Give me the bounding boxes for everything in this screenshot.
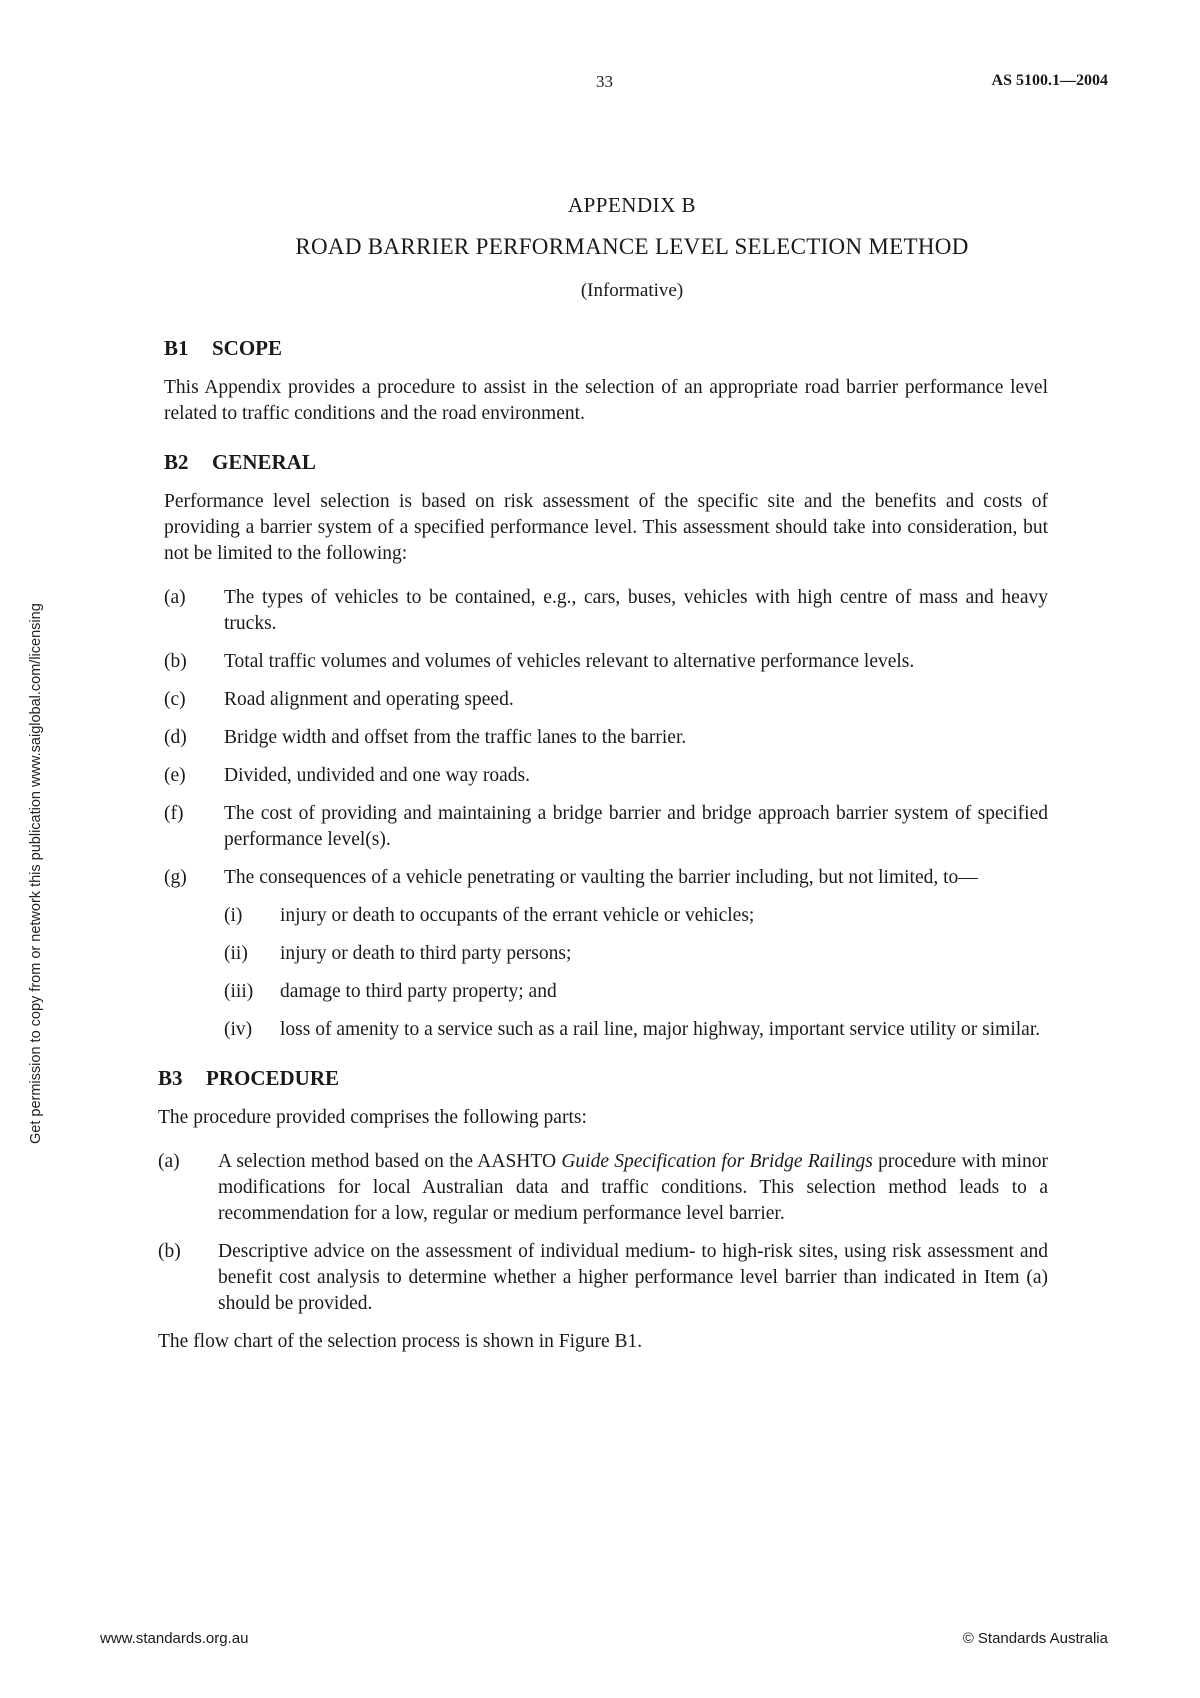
sublist-item-text: loss of amenity to a service such as a rail line, major highway, important service utility or similar. (280, 1019, 1041, 1040)
list-item-text: The types of vehicles to be contained, e.g., cars, buses, vehicles with high centre of mass and heavy trucks. (224, 587, 1048, 634)
sublist-item-text: damage to third party property; and (280, 981, 557, 1002)
list-marker: (d) (164, 727, 187, 748)
list-item (164, 865, 1048, 1043)
list-item (164, 801, 1048, 853)
procedure-list (158, 1149, 1048, 1317)
section-b2 (164, 449, 1048, 1043)
general-list (164, 585, 1048, 1043)
list-item-text: A selection method based on the AASHTO (218, 1151, 562, 1172)
sublist-marker: (iv) (224, 1019, 253, 1040)
procedure-intro-paragraph: The procedure provided comprises the following parts: (158, 1107, 587, 1128)
sublist-item (224, 903, 1048, 929)
sublist-item-text: injury or death to occupants of the errant vehicle or vehicles; (280, 905, 755, 926)
section-title: PROCEDURE (206, 1066, 340, 1090)
sublist-marker: (iii) (224, 981, 254, 1002)
list-marker: (b) (164, 651, 187, 672)
sublist-marker: (i) (224, 905, 243, 926)
sublist-item (224, 979, 1048, 1005)
section-number: B3 (158, 1066, 183, 1090)
sublist-marker: (ii) (224, 943, 248, 964)
sublist-item-text: injury or death to third party persons; (280, 943, 572, 964)
list-marker: (a) (164, 587, 186, 608)
permission-side-note: Get permission to copy from or network this publication www.saiglobal.com/licensing (28, 603, 44, 1144)
list-item (164, 763, 1048, 789)
list-item-text: Road alignment and operating speed. (224, 689, 514, 710)
section-b3 (158, 1065, 1048, 1355)
appendix-label: APPENDIX B (567, 193, 697, 217)
list-item-text: Descriptive advice on the assessment of individual medium- to high-risk sites, using risk assessment and benefit cost analysis to determine whether a higher performance level barrier than indicated in Item (a) should be provided. (218, 1241, 1048, 1314)
list-marker: (b) (158, 1241, 181, 1262)
section-number: B1 (164, 336, 189, 360)
appendix-status: (Informative) (580, 280, 684, 301)
list-item-text: The consequences of a vehicle penetrating or vaulting the barrier including, but not limited, to— (224, 867, 978, 888)
page-number: 33 (596, 72, 613, 91)
list-item-text: Divided, undivided and one way roads. (224, 765, 530, 786)
list-item-text: Total traffic volumes and volumes of vehicles relevant to alternative performance levels. (224, 651, 915, 672)
list-item (164, 687, 1048, 713)
sublist-item (224, 941, 1048, 967)
list-item (164, 725, 1048, 751)
publication-title: Guide Specification for Bridge Railings (561, 1151, 873, 1172)
list-marker: (g) (164, 867, 187, 888)
scope-paragraph: This Appendix provides a procedure to assist in the selection of an appropriate road barrier performance level related to traffic conditions and the road environment. (164, 377, 1048, 424)
footer-website: www.standards.org.au (100, 1630, 249, 1647)
footer-copyright: © Standards Australia (962, 1630, 1108, 1647)
list-item (158, 1149, 1048, 1227)
appendix-title: ROAD BARRIER PERFORMANCE LEVEL SELECTION METHOD (295, 234, 969, 259)
list-item-text: The cost of providing and maintaining a bridge barrier and bridge approach barrier system of specified performance level(s). (224, 803, 1048, 850)
list-marker: (a) (158, 1151, 180, 1172)
list-item (164, 649, 1048, 675)
section-title: GENERAL (212, 450, 316, 474)
list-marker: (c) (164, 689, 186, 710)
flow-chart-reference: The flow chart of the selection process is shown in Figure B1. (158, 1331, 643, 1352)
consequences-sublist (224, 903, 1048, 1043)
section-title: SCOPE (212, 336, 283, 360)
sublist-item (224, 1017, 1048, 1043)
list-item (158, 1239, 1048, 1317)
section-number: B2 (164, 450, 189, 474)
list-marker: (e) (164, 765, 186, 786)
list-item (164, 585, 1048, 637)
document-body (158, 335, 1048, 1377)
section-heading-b1 (164, 335, 1048, 361)
section-heading-b3 (158, 1065, 1048, 1091)
document-reference: AS 5100.1—2004 (991, 72, 1108, 89)
list-item-text-continued: procedure with minor modifications for local Australian data and traffic conditions. This selection method leads to a recommendation for a low, regular or medium performance level barrier. (218, 1151, 1048, 1224)
general-intro-paragraph: Performance level selection is based on risk assessment of the specific site and the benefits and costs of providing a barrier system of a specified performance level. This assessment should take into consideration, but not be limited to the following: (164, 491, 1048, 564)
section-b1 (164, 335, 1048, 427)
list-item-text: Bridge width and offset from the traffic lanes to the barrier. (224, 727, 687, 748)
section-heading-b2 (164, 449, 1048, 475)
list-marker: (f) (164, 803, 184, 824)
